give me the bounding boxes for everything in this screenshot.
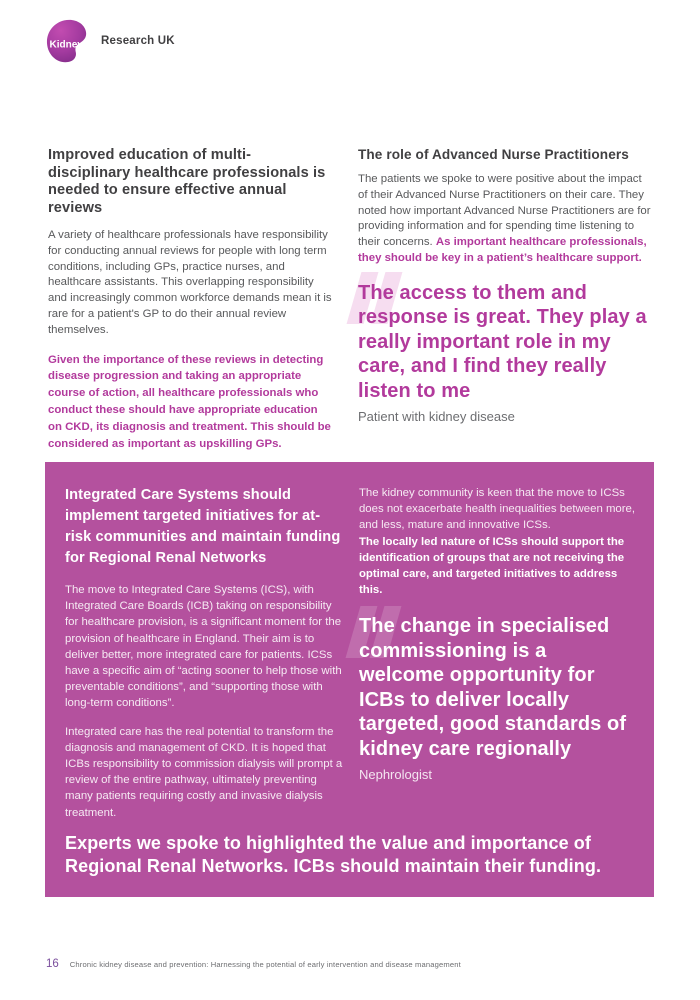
kidney-bean-icon (46, 19, 94, 63)
nephrologist-quote-block (359, 614, 636, 782)
nephrologist-quote-text: The change in specialised commissioning is a welcome opportunity for ICBs to deliver locally targeted, good standards of kidney care regionally (358, 615, 627, 760)
panel-columns (65, 485, 636, 821)
panel-left-column (65, 485, 345, 821)
patient-quote-attribution: Patient with kidney disease (358, 409, 515, 425)
right-body-paragraph (358, 172, 654, 267)
panel-right-column (359, 485, 636, 821)
left-heading: Improved education of multi-disciplinary healthcare professionals is needed to ensure effective annual reviews (48, 147, 326, 216)
panel-paragraph-1: The move to Integrated Care Systems (ICS), with Integrated Care Boards (ICB) taking on responsibility for healthcare provision, is a significant moment for the provision of healthcare in England. Their aim is to deliver better, more integrated care for patients. ICSs have a specific aim of “acting sooner to help those with preventable conditions”, and “supporting those with long-term conditions”. (65, 584, 342, 710)
logo-research-uk-word: Research UK (101, 35, 175, 47)
right-body-text: The patients we spoke to were positive about the impact of their Advanced Nurse Practitioners on their care. They noted how important Advanced Nurse Practitioners are for providing information and for spending time listening to their concerns. (358, 173, 651, 249)
right-column (358, 147, 654, 452)
panel-closing-statement: Experts we spoke to highlighted the value and importance of Regional Renal Networks. ICBs should maintain their funding. (65, 833, 602, 876)
panel-right-body-text: The kidney community is keen that the move to ICSs does not exacerbate health inequalities between more, and less, mature and innovative ICSs. (358, 487, 636, 532)
patient-quote-block (358, 281, 654, 425)
left-emphasis-paragraph: Given the importance of these reviews in detecting disease progression and taking an appropriate course of action, all healthcare professionals who conduct these should have appropriate education on CKD, its diagnosis and treatment. This should be considered as important as upskilling GPs. (48, 353, 331, 450)
left-body-paragraph: A variety of healthcare professionals have responsibility for conducting annual reviews for people with long term conditions, including GPs, practice nurses, and healthcare assistants. This overlapping responsibility and increasingly common workforce demands mean it is rare for a patient's GP to do their annual review themselves. (48, 229, 332, 336)
panel-right-emphasis: The locally led nature of ICSs should support the identification of groups that are not receiving the optimal care, and targeted initiatives to address this. (358, 535, 625, 597)
kidney-research-uk-logo (46, 19, 175, 63)
top-columns (48, 147, 654, 452)
page-footer (46, 958, 461, 970)
right-heading: The role of Advanced Nurse Practitioners (358, 147, 629, 162)
panel-paragraph-2: Integrated care has the real potential to transform the diagnosis and management of CKD. It is hoped that ICBs responsibility to commission dialysis will prompt a review of the entire pathway, ultimately preventing many patients requiring costly and invasive dialysis treatment. (65, 725, 343, 819)
page-number: 16 (46, 958, 59, 970)
patient-quote-text: The access to them and response is great. They play a really important role in my care, and I find they really listen to me (358, 281, 647, 402)
right-body-emphasis: As important healthcare professionals, they should be key in a patient’s healthcare support. (358, 236, 647, 264)
recommendation-panel (45, 462, 654, 897)
left-column (48, 147, 332, 452)
footer-report-title: Chronic kidney disease and prevention: Harnessing the potential of early intervention and disease management (69, 960, 461, 969)
panel-right-paragraph (359, 485, 636, 598)
panel-heading: Integrated Care Systems should implement targeted initiatives for at-risk communities and maintain funding for Regional Renal Networks (65, 487, 341, 566)
nephrologist-quote-attribution: Nephrologist (358, 767, 432, 783)
logo-kidney-word: Kidney (49, 39, 83, 51)
